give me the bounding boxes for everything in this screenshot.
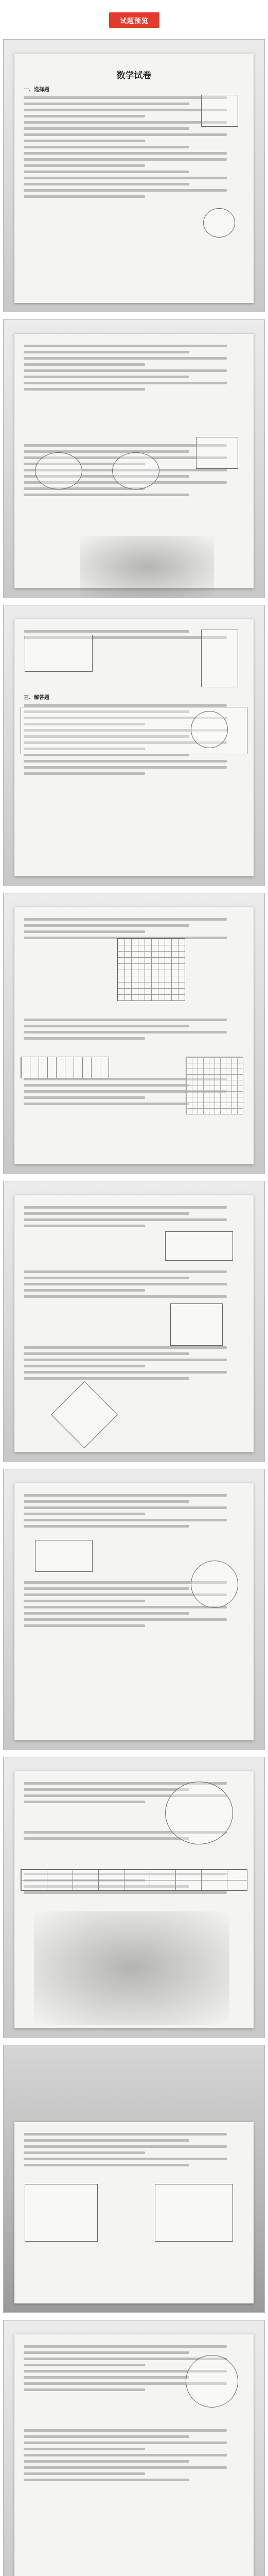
exam-page-4 (3, 893, 265, 1174)
exam-page-2 (3, 319, 265, 598)
geometry-figure (155, 2184, 233, 2242)
geometry-figure (35, 1540, 93, 1572)
geometry-figure (51, 1381, 118, 1448)
geometry-figure (170, 1303, 223, 1346)
exam-page-8 (3, 2045, 265, 2313)
exam-page-3 (3, 605, 265, 886)
paper-sheet (14, 619, 254, 876)
coordinate-grid (117, 938, 185, 1001)
paper-sheet (14, 1195, 254, 1452)
geometry-figure (201, 95, 238, 127)
geometry-figure (191, 711, 228, 748)
exam-page-5 (3, 1181, 265, 1462)
geometry-figure (165, 1231, 233, 1261)
geometry-figure (186, 2355, 238, 2408)
geometry-figure (165, 1782, 233, 1844)
coordinate-grid (186, 1057, 243, 1114)
paper-sheet (14, 334, 254, 588)
exam-page-6 (3, 1469, 265, 1750)
exam-title: 数学试卷 (116, 71, 152, 81)
geometry-figure (35, 452, 82, 489)
paper-sheet (14, 907, 254, 1164)
paper-sheet (14, 2122, 254, 2303)
paper-sheet (14, 2334, 254, 2576)
section-heading: 三、解答题 (24, 695, 49, 701)
exam-page-7 (3, 1757, 265, 2038)
table-grid (21, 1057, 109, 1078)
geometry-figure (25, 2184, 98, 2242)
exam-page-9 (3, 2320, 265, 2576)
geometry-figure (191, 1561, 238, 1608)
geometry-figure (196, 437, 238, 469)
geometry-figure (25, 635, 93, 672)
table-grid (21, 1869, 247, 1891)
geometry-figure (203, 208, 235, 238)
paper-sheet (14, 1483, 254, 1740)
geometry-figure (201, 630, 238, 687)
exam-page-1 (3, 39, 265, 312)
geometry-figure (112, 452, 159, 489)
preview-banner: 试题预览 (109, 12, 159, 28)
paper-sheet (14, 54, 254, 303)
section-heading: 一、选择题 (24, 87, 49, 93)
paper-sheet (14, 1771, 254, 2028)
